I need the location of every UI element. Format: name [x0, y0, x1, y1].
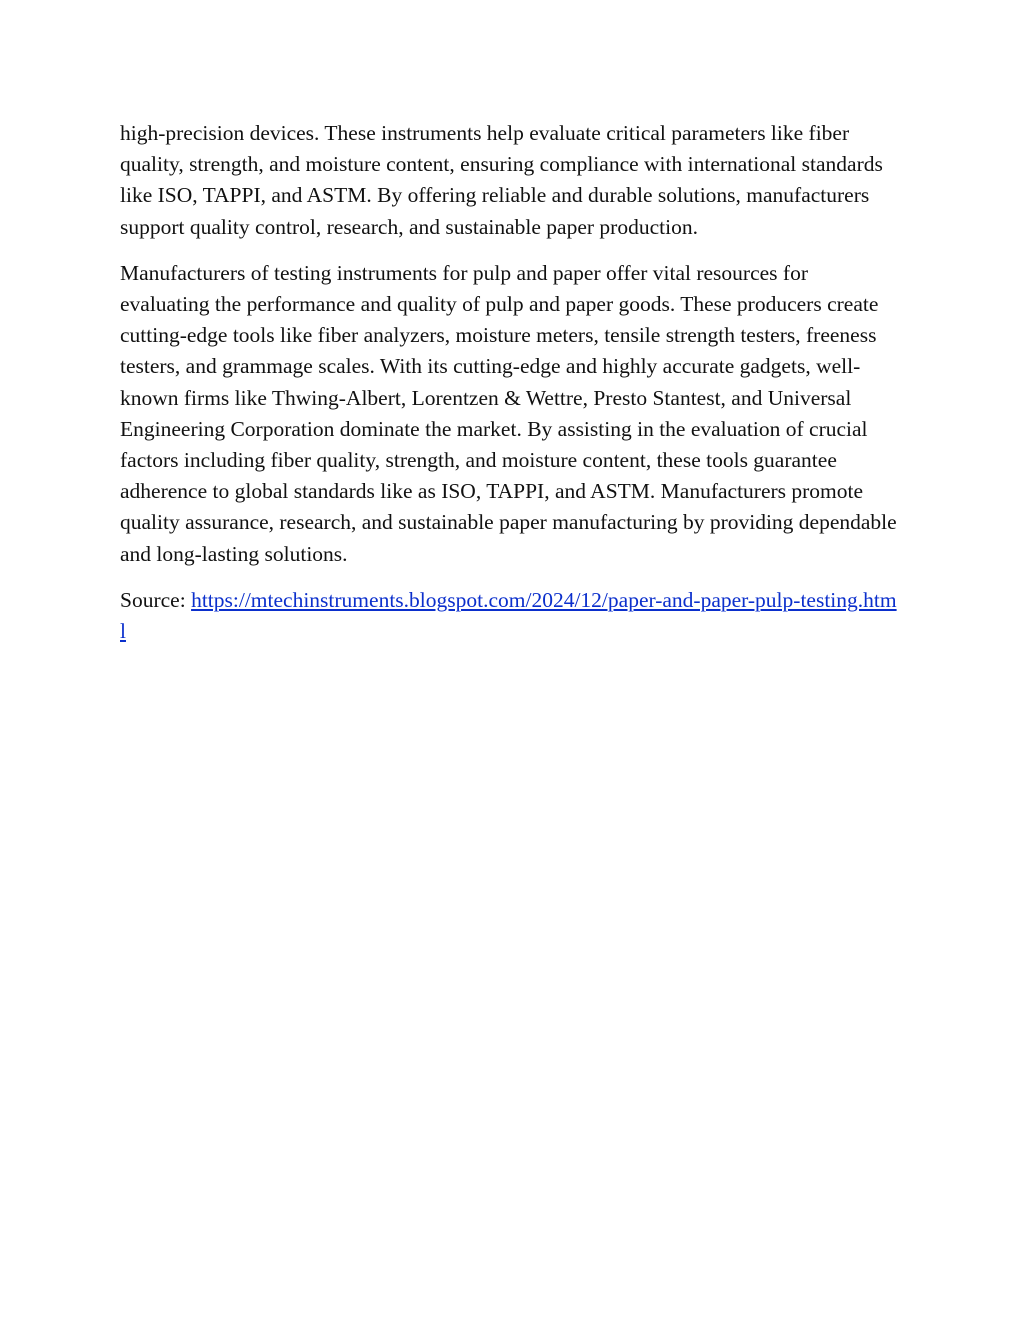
source-link[interactable]: https://mtechinstruments.blogspot.com/2024/12/paper-and-paper-pulp-testing.html: [120, 587, 897, 644]
source-line: [120, 585, 900, 647]
paragraph-2: Manufacturers of testing instruments for pulp and paper offer vital resources for evaluating the performance and quality of pulp and paper goods. These producers create cutting-edge tools like fiber analyzers, moisture meters, tensile strength testers, freeness testers, and grammage scales. With its cutting-edge and highly accurate gadgets, well-known firms like Thwing-Albert, Lorentzen & Wettre, Presto Stantest, and Universal Engineering Corporation dominate the market. By assisting in the evaluation of crucial factors including fiber quality, strength, and moisture content, these tools guarantee adherence to global standards like as ISO, TAPPI, and ASTM. Manufacturers promote quality assurance, research, and sustainable paper manufacturing by providing dependable and long-lasting solutions.: [120, 260, 897, 566]
source-label: Source:: [120, 587, 186, 612]
document-body: [120, 118, 900, 647]
paragraph-1: high-precision devices. These instruments help evaluate critical parameters like fiber quality, strength, and moisture content, ensuring compliance with international standards like ISO, TAPPI, and ASTM. By offering reliable and durable solutions, manufacturers support quality control, research, and sustainable paper production.: [120, 121, 883, 239]
